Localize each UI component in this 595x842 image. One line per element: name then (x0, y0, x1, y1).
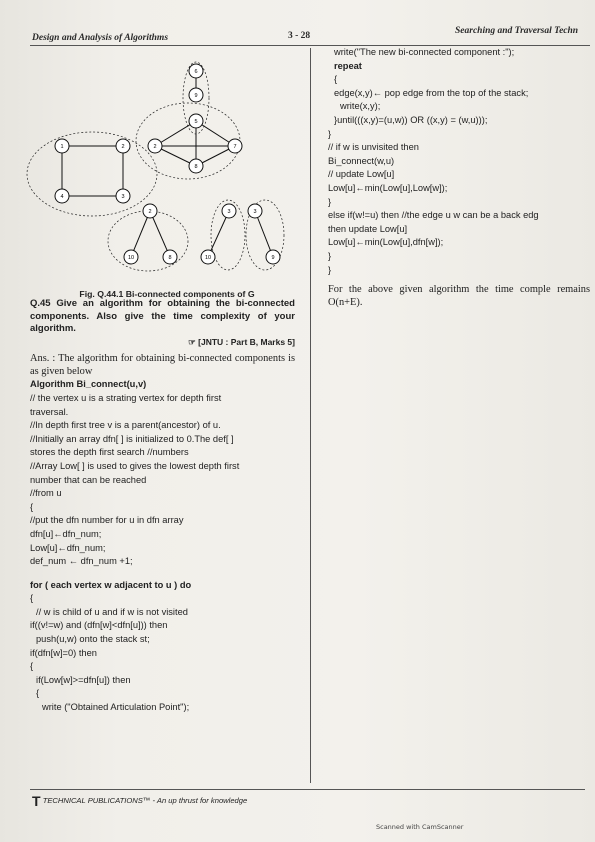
code-line: write(x,y); (340, 101, 381, 112)
node-label-5: 5 (194, 119, 198, 125)
code-line: //In depth first tree v is a parent(ancestor) of u. (30, 420, 221, 431)
node-label-c1-8: 8 (168, 255, 172, 261)
node-label-c3-9: 9 (271, 255, 275, 261)
column-divider (310, 48, 311, 783)
left-column (30, 298, 295, 715)
code-line: number that can be reached (30, 474, 147, 485)
node-label-8: 8 (194, 164, 198, 170)
node-label-4: 4 (60, 194, 64, 200)
code-line: //Array Low[ ] is used to gives the lowest depth first (30, 460, 240, 471)
code-line: if(Low[w]>=dfn[u]) then (36, 674, 131, 685)
code-line: dfn[u]←dfn_num; (30, 528, 102, 539)
question-marks (30, 336, 295, 350)
code-line: traversal. (30, 406, 69, 417)
node-6 (189, 64, 203, 78)
answer-intro: Ans. : The algorithm for obtaining bi-connected components is as given below (30, 353, 295, 378)
marks-label: [JNTU : Part B, Marks 5] (198, 336, 295, 347)
node-8 (189, 159, 203, 173)
node-3 (116, 189, 130, 203)
code-line: Algorithm Bi_connect(u,v) (30, 379, 147, 390)
code-line: Low[u]←min(Low[u],dfn[w]); (328, 237, 444, 248)
code-line: } (328, 264, 332, 275)
node-c1-2 (143, 204, 157, 218)
scanner-watermark: Scanned with CamScanner (376, 823, 464, 831)
code-line: edge(x,y)← pop edge from the top of the stack; (334, 87, 529, 98)
node-label-c2-10: 10 (204, 255, 212, 261)
publisher-text: TECHNICAL PUBLICATIONS™ - An up thrust for knowledge (42, 796, 248, 805)
code-line: write ("Obtained Articulation Point"); (42, 702, 190, 713)
code-line: stores the depth first search //numbers (30, 447, 189, 458)
code-line: } (328, 196, 332, 207)
code-line: if((v!=w) and (dfn[w]<dfn[u])) then (30, 620, 168, 631)
complexity-conclusion: For the above given algorithm the time comple remains O(n+E). (328, 284, 590, 309)
code-line: { (36, 688, 40, 699)
code-line: write("The new bi-connected component :"); (334, 47, 515, 57)
node-label-c1-10: 10 (127, 255, 135, 261)
node-c2-10 (201, 250, 215, 264)
code-line: //Initially an array dfn[ ] is initialized to 0.The def[ ] (30, 433, 234, 444)
code-line: Bi_connect(w,u) (328, 155, 395, 166)
page-number: 3 - 28 (288, 31, 311, 41)
node-2-left (116, 139, 130, 153)
node-4 (55, 189, 69, 203)
right-column (328, 46, 590, 309)
footer-rule (30, 789, 585, 790)
code-line: } (328, 250, 332, 261)
code-line: else if(w!=u) then //the edge u w can be a back edg (328, 210, 539, 221)
code-line: // if w is unvisited then (328, 142, 419, 153)
node-label-c3-3: 3 (253, 209, 257, 215)
node-2-right (148, 139, 162, 153)
code-line: //from u (30, 488, 62, 499)
biconnected-components-figure (20, 48, 300, 283)
component-outline-1-2-4-3 (27, 132, 157, 216)
code-line: //put the dfn number for u in dfn array (30, 515, 184, 526)
code-line: Low[u]←min(Low[u],Low[w]); (328, 182, 448, 193)
node-c2-3 (222, 204, 236, 218)
node-c3-3 (248, 204, 262, 218)
node-label-2-right: 2 (153, 144, 157, 150)
code-line: then update Low[u] (328, 223, 408, 234)
code-line: Low[u]←dfn_num; (30, 542, 106, 553)
node-1 (55, 139, 69, 153)
code-line: { (30, 661, 34, 672)
node-c1-8 (163, 250, 177, 264)
node-label-2-left: 2 (121, 144, 125, 150)
node-label-7: 7 (233, 144, 237, 150)
node-label-1: 1 (60, 144, 64, 150)
node-5 (189, 114, 203, 128)
node-label-c2-3: 3 (227, 209, 231, 215)
node-9 (189, 88, 203, 102)
edge-2-8b (150, 211, 170, 257)
publisher-logo-icon: T (32, 793, 41, 809)
book-title: Design and Analysis of Algorithms (32, 33, 169, 43)
node-c3-9 (266, 250, 280, 264)
node-label-c1-2: 2 (148, 209, 152, 215)
node-label-6: 6 (194, 69, 198, 75)
figure-caption: Fig. Q.44.1 Bi-connected components of G (79, 289, 255, 299)
hand-pointer-icon: ☞ (188, 336, 196, 347)
code-line: // the vertex u is a strating vertex for depth first (30, 392, 222, 403)
component-outline-2-10-8 (108, 211, 188, 271)
question-text: Q.45 Give an algorithm for obtaining the bi-connected components. Also give the time complexity of your algorithm. (30, 298, 295, 335)
node-label-3: 3 (121, 194, 125, 200)
code-line: { (334, 74, 338, 85)
code-line: { (30, 593, 34, 604)
node-7 (228, 139, 242, 153)
node-c1-10 (124, 250, 138, 264)
code-line-spacer (30, 569, 295, 579)
chapter-title: Searching and Traversal Techn (455, 26, 579, 36)
code-line: { (30, 501, 34, 512)
code-line: for ( each vertex w adjacent to u ) do (30, 579, 192, 590)
code-line: push(u,w) onto the stack st; (36, 634, 150, 645)
code-line: def_num ← dfn_num +1; (30, 556, 133, 567)
code-line: }until(((x,y)=(u,w)) OR ((x,y) = (w,u))); (334, 114, 488, 125)
code-line: // w is child of u and if w is not visited (36, 606, 188, 617)
code-line: repeat (334, 60, 362, 71)
code-line: } (328, 128, 332, 139)
code-line: if(dfn[w]=0) then (30, 647, 97, 658)
code-line: // update Low[u] (328, 169, 395, 180)
publisher-footer (32, 793, 247, 809)
node-label-9: 9 (194, 93, 198, 99)
